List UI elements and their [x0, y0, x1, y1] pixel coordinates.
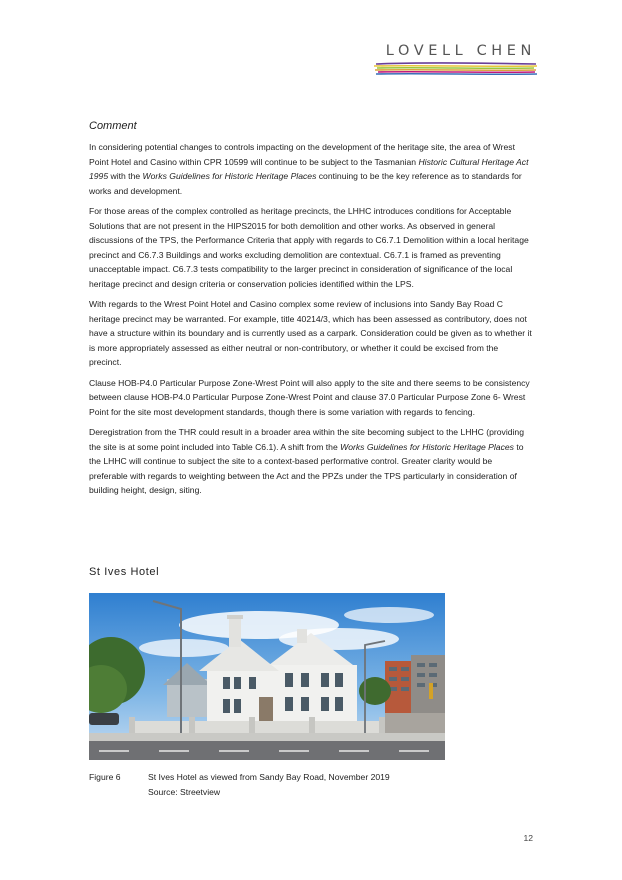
- footpath: [89, 733, 445, 741]
- hotel-body: [207, 665, 357, 727]
- wall-pillar: [129, 717, 135, 735]
- hotel-window: [301, 697, 309, 711]
- figure-label: Figure 6: [89, 772, 121, 782]
- st-ives-hotel-photo: [89, 593, 445, 760]
- hotel-window: [223, 677, 230, 689]
- comment-paragraph: In considering potential changes to controls impacting on the development of the heritage site, the area of Wrest Point Hotel and Casino within CPR 10599 will continue to be subject to the Tasmanian Historic Cultural Heritage Act 1995 with the Works Guidelines for Historic Heritage Places continuing to be the key reference as to standards for works and development.: [89, 142, 529, 196]
- apartment-window: [401, 667, 409, 671]
- traffic-light: [429, 683, 433, 699]
- logo-text: LOVELL CHEN: [385, 43, 536, 59]
- parked-car: [89, 713, 119, 725]
- wall-pillar: [249, 717, 255, 735]
- hotel-window: [335, 697, 343, 711]
- tree: [359, 677, 391, 705]
- wall-pillar: [379, 717, 385, 735]
- st-ives-heading: St Ives Hotel: [89, 566, 160, 578]
- italic-reference: Works Guidelines for Historic Heritage Places: [142, 171, 317, 181]
- hotel-window: [223, 699, 230, 713]
- apartment-window: [401, 687, 409, 691]
- apartment-window: [429, 663, 437, 667]
- page-number: 12: [523, 833, 533, 843]
- comment-paragraph: Deregistration from the THR could result in a broader area within the site becoming subject to the LHHC (providing the site is at some point included into Table C6.1). A shift from the Works Guidelines for Historic Heritage Places to the LHHC will continue to subject the site to a context-based performative control. Greater clarity would be preferable with regards to weighting between the Act and the PPZs under the TPS particularly in consideration of building height, design, siting.: [89, 427, 524, 495]
- comment-heading: Comment: [89, 120, 137, 132]
- hotel-window: [335, 673, 343, 687]
- side-wall: [385, 713, 445, 735]
- cloud: [344, 607, 434, 623]
- wall-pillar: [309, 717, 315, 735]
- chimney: [297, 629, 307, 643]
- front-wall: [129, 721, 385, 735]
- photo-illustration: [89, 593, 445, 760]
- comment-paragraph: For those areas of the complex controlled as heritage precincts, the LHHC introduces conditions for Acceptable Solutions that are not present in the HIPS2015 for both demolition and other works. As observed in general discussions of the TPS, the Performance Criteria that apply with regards to C6.7.1 Demolition within a local heritage precinct and C6.7.3 Buildings and works excluding demolition are contextual. C6.7.1 is framed as preventing unacceptable impact. C6.7.3 tests compatibility to the larger precinct in consideration of significance of the local heritage precinct and design criteria or conservation policies identified within the LPS.: [89, 206, 529, 289]
- apartment-window: [417, 673, 425, 677]
- apartment-window: [429, 673, 437, 677]
- italic-reference: Works Guidelines for Historic Heritage Places: [340, 441, 514, 452]
- logo-stripe: [375, 70, 536, 71]
- hotel-door: [259, 697, 273, 725]
- chimney: [227, 615, 243, 619]
- comment-paragraph: With regards to the Wrest Point Hotel and Casino complex some review of inclusions into Sandy Bay Road C heritage precinct may be warranted. For example, title 40214/3, which has been assessed as contributory, does not have a structure within its boundary and is currently used as a carpark. Consideration could be given as to whether it is more appropriately assessed as either neutral or non-contributory, or whether it could be excised from the precinct.: [89, 299, 532, 367]
- apartment-window: [417, 663, 425, 667]
- figure-source: Source: Streetview: [148, 787, 221, 797]
- logo-stripe: [377, 68, 534, 69]
- logo-stripe: [374, 66, 537, 67]
- figure-caption-text: St Ives Hotel as viewed from Sandy Bay Road, November 2019: [148, 772, 390, 782]
- hotel-window: [285, 673, 293, 687]
- logo-stripe: [378, 72, 535, 73]
- logo-stripes-graphic: [374, 61, 538, 77]
- lovell-chen-logo: [370, 43, 536, 59]
- apartment-block: [411, 655, 445, 723]
- hotel-window: [249, 677, 256, 689]
- cloud: [139, 639, 229, 657]
- comment-paragraph: Clause HOB-P4.0 Particular Purpose Zone-Wrest Point will also apply to the site and there seems to be consistency between clause HOB-P4.0 Particular Purpose Zone-Wrest Point and clause 37.0 Particular Purpose Zone 6- Wrest Point for the site most development standards, though there is some variation with regards to fencing.: [89, 377, 530, 417]
- apartment-window: [389, 667, 397, 671]
- chimney: [229, 617, 241, 647]
- comment-section: [89, 120, 533, 504]
- logo-stripe: [376, 74, 537, 75]
- hotel-window: [234, 677, 241, 689]
- apartment-window: [417, 683, 425, 687]
- road: [89, 741, 445, 760]
- hotel-window: [234, 699, 241, 713]
- hotel-window: [285, 697, 293, 711]
- wall-pillar: [189, 717, 195, 735]
- hotel-window: [301, 673, 309, 687]
- apartment-window: [389, 677, 397, 681]
- apartment-window: [401, 677, 409, 681]
- hotel-window: [321, 697, 329, 711]
- logo-stripe: [376, 63, 536, 64]
- italic-reference: Historic Cultural Heritage Act 1995: [89, 156, 529, 181]
- hotel-window: [321, 673, 329, 687]
